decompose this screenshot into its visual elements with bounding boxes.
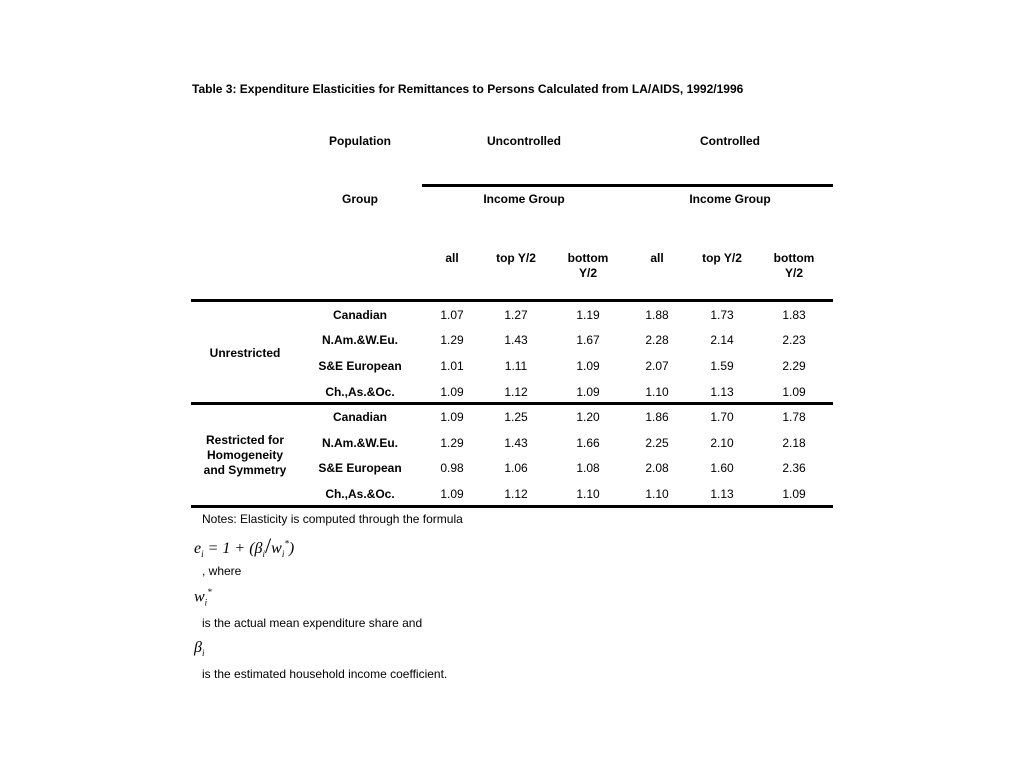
header-population: Population	[329, 134, 391, 148]
col-header: all	[445, 251, 459, 265]
formula-close: )	[288, 540, 295, 557]
row-group-label: Canadian	[332, 410, 387, 424]
col-header: top Y/2	[702, 251, 742, 265]
table-cell: 2.07	[645, 359, 669, 373]
table-cell: 1.60	[710, 461, 734, 475]
table-cell: 1.09	[782, 385, 806, 399]
table-cell: 1.09	[440, 410, 464, 424]
col-header: bottom Y/2	[567, 251, 609, 280]
table-cell: 1.88	[645, 308, 669, 322]
table-cell: 1.27	[504, 308, 528, 322]
table-cell: 1.43	[504, 333, 528, 347]
w-symbol: w	[194, 588, 205, 606]
formula-star: *	[284, 538, 289, 549]
block-label-unrestricted: Unrestricted	[209, 346, 281, 360]
table-cell: 1.13	[710, 487, 734, 501]
table-cell: 1.06	[504, 461, 528, 475]
table-cell: 1.12	[504, 487, 528, 501]
row-group-label: Ch.,As.&Oc.	[325, 487, 395, 501]
notes-line-2: , where	[202, 564, 242, 578]
table-cell: 1.43	[504, 436, 528, 450]
row-group-label: N.Am.&W.Eu.	[321, 436, 398, 450]
table-cell: 2.18	[782, 436, 806, 450]
formula-beta: β	[254, 540, 263, 557]
w-star: *	[207, 587, 212, 597]
notes-line-3: is the actual mean expenditure share and	[202, 616, 423, 630]
table-cell: 1.70	[710, 410, 734, 424]
formula-w: w	[271, 540, 282, 557]
table-cell: 1.10	[576, 487, 600, 501]
notes-line-4: is the estimated household income coefficient.	[202, 667, 448, 681]
table-cell: 1.19	[576, 308, 600, 322]
table-cell: 2.08	[645, 461, 669, 475]
w-star-symbol	[194, 587, 212, 608]
table-cell: 1.08	[576, 461, 600, 475]
formula-sub-i-3: i	[281, 549, 285, 560]
beta-glyph: β	[194, 639, 202, 656]
table-cell: 2.14	[710, 333, 734, 347]
table-cell: 2.10	[710, 436, 734, 450]
table-rule-bottom	[191, 505, 833, 508]
table-cell: 1.29	[440, 436, 464, 450]
col-header: all	[650, 251, 664, 265]
table-cell: 1.73	[710, 308, 734, 322]
table-cell: 1.66	[576, 436, 600, 450]
table-cell: 1.09	[576, 385, 600, 399]
row-group-label: S&E European	[318, 359, 402, 373]
table-cell: 1.09	[440, 385, 464, 399]
table-title: Table 3: Expenditure Elasticities for Remittances to Persons Calculated from LA/AIDS, 1992/1996	[192, 82, 744, 96]
table-cell: 1.20	[576, 410, 600, 424]
table-cell: 1.12	[504, 385, 528, 399]
header-group: Group	[342, 192, 378, 206]
table-cell: 1.11	[504, 359, 528, 373]
row-group-label: Canadian	[332, 308, 387, 322]
table-cell: 1.09	[576, 359, 600, 373]
table-cell: 1.13	[710, 385, 734, 399]
beta-sub-i: i	[201, 648, 205, 659]
table-cell: 1.09	[440, 487, 464, 501]
table-cell: 2.23	[782, 333, 806, 347]
table-cell: 1.67	[576, 333, 600, 347]
table-cell: 1.07	[440, 308, 464, 322]
table-cell: 1.59	[710, 359, 734, 373]
table-cell: 1.83	[782, 308, 806, 322]
table-cell: 1.25	[504, 410, 528, 424]
w-sub-i: i	[204, 597, 208, 608]
table-rule-middle	[191, 402, 833, 405]
row-group-label: N.Am.&W.Eu.	[321, 333, 398, 347]
table-cell: 1.01	[440, 359, 464, 373]
formula-e: e	[194, 540, 202, 557]
col-header: top Y/2	[496, 251, 536, 265]
table-cell: 1.10	[645, 487, 669, 501]
col-header: bottom Y/2	[773, 251, 815, 280]
block-label-restricted: Restricted for Homogeneity and Symmetry	[203, 433, 287, 477]
table-cell: 2.36	[782, 461, 806, 475]
notes-line-1: Notes: Elasticity is computed through the formula	[202, 512, 463, 526]
row-group-label: S&E European	[318, 461, 402, 475]
formula-sub-i-2: i	[262, 549, 266, 560]
header-income-group-controlled: Income Group	[689, 192, 771, 206]
table-cell: 0.98	[440, 461, 464, 475]
table-cell: 1.78	[782, 410, 806, 424]
table-cell: 2.29	[782, 359, 806, 373]
elasticity-formula	[194, 533, 294, 559]
beta-symbol	[194, 639, 204, 658]
formula-slash: /	[265, 533, 272, 558]
table-cell: 1.10	[645, 385, 669, 399]
formula-sub-i: i	[201, 549, 204, 560]
row-group-label: Ch.,As.&Oc.	[325, 385, 395, 399]
table-rule-top	[191, 299, 833, 302]
table-cell: 2.28	[645, 333, 669, 347]
header-uncontrolled: Uncontrolled	[487, 134, 561, 148]
table-cell: 2.25	[645, 436, 669, 450]
header-rule	[422, 184, 833, 187]
formula-eq: = 1 + (	[203, 540, 255, 557]
header-controlled: Controlled	[700, 134, 760, 148]
table-cell: 1.86	[645, 410, 669, 424]
table-cell: 1.29	[440, 333, 464, 347]
header-income-group-uncontrolled: Income Group	[483, 192, 565, 206]
table-cell: 1.09	[782, 487, 806, 501]
